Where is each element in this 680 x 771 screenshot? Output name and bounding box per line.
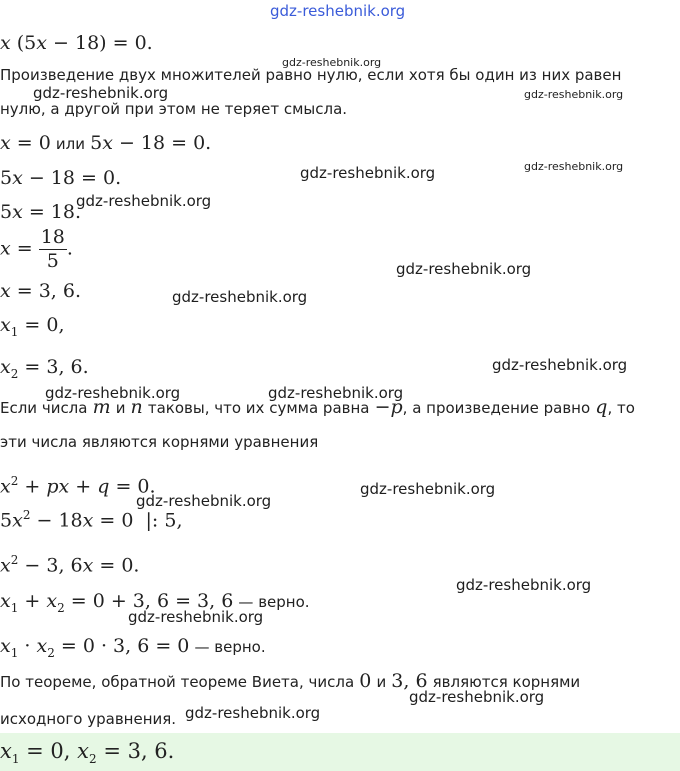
general-quadratic: $x^2$ + px + q = 0. xyxy=(0,474,156,498)
watermark: gdz-reshebnik.org xyxy=(282,56,382,69)
watermark: gdz-reshebnik.org xyxy=(76,192,212,210)
fraction-denominator: 5 xyxy=(46,250,59,272)
product-check: $x_1 \cdot x_2 = 0 \cdot 3$, 6 = 0 — верно. xyxy=(0,635,266,660)
vieta-statement-2: эти числа являются корнями уравнения xyxy=(0,433,319,451)
watermark: gdz-reshebnik.org xyxy=(128,608,264,626)
watermark: gdz-reshebnik.org xyxy=(409,688,545,706)
watermark: gdz-reshebnik.org xyxy=(300,164,436,182)
watermark: gdz-reshebnik.org xyxy=(268,384,404,402)
sum-check: $x_1 + x_2 = 0 + 3$, 6 = 3, 6 — верно. xyxy=(0,590,310,615)
fraction-numerator: 18 xyxy=(40,226,65,248)
conclusion: По теореме, обратной теореме Виета, числа 0 и 3, 6 являются корнями xyxy=(0,670,581,692)
watermark: gdz-reshebnik.org xyxy=(136,492,272,510)
fraction xyxy=(39,228,67,271)
root-x2: $x_2 = 3$, 6. xyxy=(0,356,89,381)
watermark: gdz-reshebnik.org xyxy=(396,260,532,278)
or-word: или xyxy=(55,135,85,153)
equation-factored: x (5x − 18) = 0. xyxy=(0,32,153,54)
watermark: gdz-reshebnik.org xyxy=(456,576,592,594)
watermark: gdz-reshebnik.org xyxy=(33,84,169,102)
reduced-quadratic: $x^2 - 3$, 6x = 0. xyxy=(0,553,140,577)
product-rule-text-2: нулю, а другой при этом не теряет смысла. xyxy=(0,100,348,118)
watermark: gdz-reshebnik.org xyxy=(524,88,624,101)
watermark: gdz-reshebnik.org xyxy=(524,160,624,173)
vieta-statement: Если числа m и n таковы, что их сумма равна −p, а произведение равно q, то xyxy=(0,396,635,418)
root-x1: $x_1 = 0$, xyxy=(0,314,65,339)
watermark: gdz-reshebnik.org xyxy=(360,480,496,498)
answer-box xyxy=(0,733,680,771)
watermark: gdz-reshebnik.org xyxy=(172,288,308,306)
equation-split: x = 0 или 5x − 18 = 0. xyxy=(0,132,212,154)
equation-divide: $5x^2 - 18x = 0$ |: 5, xyxy=(0,508,183,532)
product-rule-text: Произведение двух множителей равно нулю, если хотя бы один из них равен xyxy=(0,66,622,84)
answer-text: $x_1 = 0$, $x_2 = 3$, 6. xyxy=(0,739,175,767)
equation-decimal: x = 3, 6. xyxy=(0,280,82,302)
watermark: gdz-reshebnik.org xyxy=(185,704,321,722)
equation-fraction: x = $\frac{18}{5}$ . xyxy=(0,226,73,272)
equation-linear-2: 5x = 18. xyxy=(0,201,82,223)
watermark: gdz-reshebnik.org xyxy=(492,356,628,374)
conclusion-2: исходного уравнения. xyxy=(0,710,177,728)
header-watermark: gdz-reshebnik.org xyxy=(270,2,406,20)
equation-linear: 5x − 18 = 0. xyxy=(0,167,122,189)
watermark: gdz-reshebnik.org xyxy=(45,384,181,402)
